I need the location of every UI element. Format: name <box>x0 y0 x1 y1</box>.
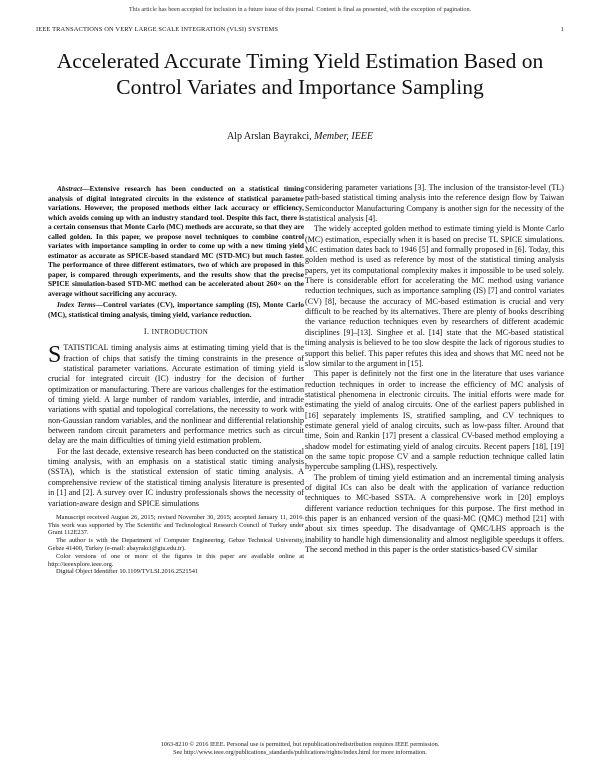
copyright-footer <box>0 741 600 757</box>
drop-cap: S <box>48 342 62 369</box>
right-paragraph-0: considering parameter variations [3]. The inclusion of the transistor-level (TL) path-based statistical timing analysis into the reference design flow by Taiwan Semiconductor Manufacturing Company is another sign for the necessity of the statistical analysis [4]. <box>305 183 564 224</box>
footnote-doi: Digital Object Identifier 10.1109/TVLSI.2016.2521541 <box>56 568 199 576</box>
intro-paragraph-1 <box>48 343 304 446</box>
rights-line: See http://www.ieee.org/publications_standards/publications/rights/index.html for more information. <box>173 749 427 756</box>
right-paragraph-3: The problem of timing yield estimation and an incremental timing analysis of digital ICs can also be dealt with the application of variance reduction techniques to MC-based SSTA. A comprehensive work in [20] employs different variance reduction techniques for this purpose. The first method in this paper is an enhanced version of the quasi-MC (QMC) method [21] with about six times speedup. The disadvantage of QMC/LHS approach is the inability to handle high dimensionality and almost negligible speedups it offers. The second method in this paper is the order statistics-based CV similar <box>305 472 564 555</box>
running-header <box>36 26 564 33</box>
journal-name: IEEE TRANSACTIONS ON VERY LARGE SCALE INTEGRATION (VLSI) SYSTEMS <box>36 26 279 33</box>
index-terms-lead: Index Terms <box>57 300 96 309</box>
section-numeral: I. <box>143 327 150 336</box>
page-number: 1 <box>560 26 564 33</box>
footnote-manuscript: Manuscript received August 26, 2015; revised November 30, 2015; accepted January 11, 2016. This work was supported by The Scientific and Technological Research Council of Turkey under Grant 112E237. <box>48 513 304 537</box>
right-paragraph-1: The widely accepted golden method to estimate timing yield is Monte Carlo (MC) estimation, especially when it is based on precise TL SPICE simulations. MC estimation dates back to 1946 [5] and formally proposed in [6]. Today, this golden method is used as reference by most of the statistical timing analysis papers, yet its computational complexity makes it impossible to be used solely. There is considerable effort for accelerating the MC method using variance reduction techniques, such as importance sampling (IS) [7] and control variates (CV) [8], because the accuracy of MC-based estimation is crucial and very difficult to be reached by its alternatives. There are plenty of books describing the variance reduction techniques even by researchers of different academic disciplines [9]–[13]. Singhee et al. [14] state that the MC-based statistical timing analysis is believed to be too slow despite the lack of rigorous studies to support this belief. This paper refutes this idea and shows that MC need not be slow similar to the argument in [15]. <box>305 224 564 368</box>
right-column <box>305 183 564 555</box>
intro-paragraph-2: For the last decade, extensive research has been conducted on the statistical timing analysis, with an emphasis on a statistical static timing analysis (SSTA), which is the statistical extension of static timing analysis. A comprehensive review of the statistical timing analysis literature is presented in [1] and [2]. A survey over IC industry professionals shows the necessity of variation-aware design and SPICE simulations <box>48 446 304 508</box>
acceptance-notice: This article has been accepted for inclusion in a future issue of this journal. Content is final as presented, with the exception of pagination. <box>128 6 472 13</box>
author-line <box>0 131 600 142</box>
author-membership: Member, IEEE <box>314 131 374 142</box>
author-name: Alp Arslan Bayrakci, <box>226 131 312 142</box>
section-heading <box>48 327 304 337</box>
footnote-author: The author is with the Department of Computer Engineering, Gebze Technical University, Gebze 41400, Turkey (e-mail: abayrakci@gtu.edu.tr). <box>48 537 304 553</box>
right-paragraph-2: This paper is definitely not the first one in the literature that uses variance reduction techniques in order to increase the efficiency of MC analysis of statistical phenomena in electronic circuits. The initial efforts were made for estimating the yield of analog circuits. One of the earliest papers published in [16] separately implements IS, stratified sampling, and CV techniques to estimate general yield of analog circuits, such as low-pass filter. Around that time, Soin and Rankin [17] present a classical CV-based method employing a shadow model for estimating yield of analog circuits. Recent papers [18], [19] on the same topic propose CV and a sample reduction technique called latin hypercube sampling (LHS), respectively. <box>305 369 564 472</box>
abstract <box>48 184 304 298</box>
paper-title: Accelerated Accurate Timing Yield Estimation Based on Control Variates and Importance Sampling <box>56 49 544 99</box>
footnote-color: Color versions of one or more of the figures in this paper are available online at http://ieeexplore.ieee.org. <box>48 552 304 568</box>
copyright-line: 1063-8210 © 2016 IEEE. Personal use is permitted, but republication/redistribution requires IEEE permission. <box>160 741 440 748</box>
index-terms <box>48 300 304 319</box>
section-title: INTRODUCTION <box>151 328 209 336</box>
index-terms-text: —Control variates (CV), importance sampling (IS), Monte Carlo (MC), statistical timing analysis, timing yield, variance reduction. <box>48 300 304 319</box>
left-column <box>48 184 304 576</box>
abstract-lead: Abstract <box>57 184 83 193</box>
intro-paragraph-1-text: TATISTICAL timing analysis aims at estimating timing yield that is the fraction of chips that satisfy the timing constraints in the presence of statistical parameter variations. Accurate estimation of timing yield is crucial for integrated circuit (IC) industry for the decision of further optimization or manufacturing. There are various challenges for the estimation of timing yield. A large number of random variables, interdie, and intradie variations with spatial and topological correlations, the necessity to work with non-Gaussian random variables, and the nonlinear and differential relationship between random circuit parameters and performance metrics such as circuit delay are the main difficulties of timing yield estimation problem. <box>48 343 304 446</box>
abstract-text: —Extensive research has been conducted on a statistical timing analysis of digital integrated circuits in the existence of statistical parameter variations. However, the proposed methods either lack accuracy or efficiency, which avoids coming up with an industry standard tool. Despite this fact, there is a certain consensus that Monte Carlo (MC) methods are accurate, so that they are called golden. In this paper, we propose novel techniques to combine control variates with importance sampling in order to come up with a new timing yield estimator as accurate as SPICE-based standard MC (STD-MC) but much faster. The performance of three different estimators, two of which are proposed in this paper, is compared through experiments, and the results show that the precise SPICE simulation-based STD-MC method can be accelerated about 260× on the average without sacrificing any accuracy. <box>48 184 304 298</box>
